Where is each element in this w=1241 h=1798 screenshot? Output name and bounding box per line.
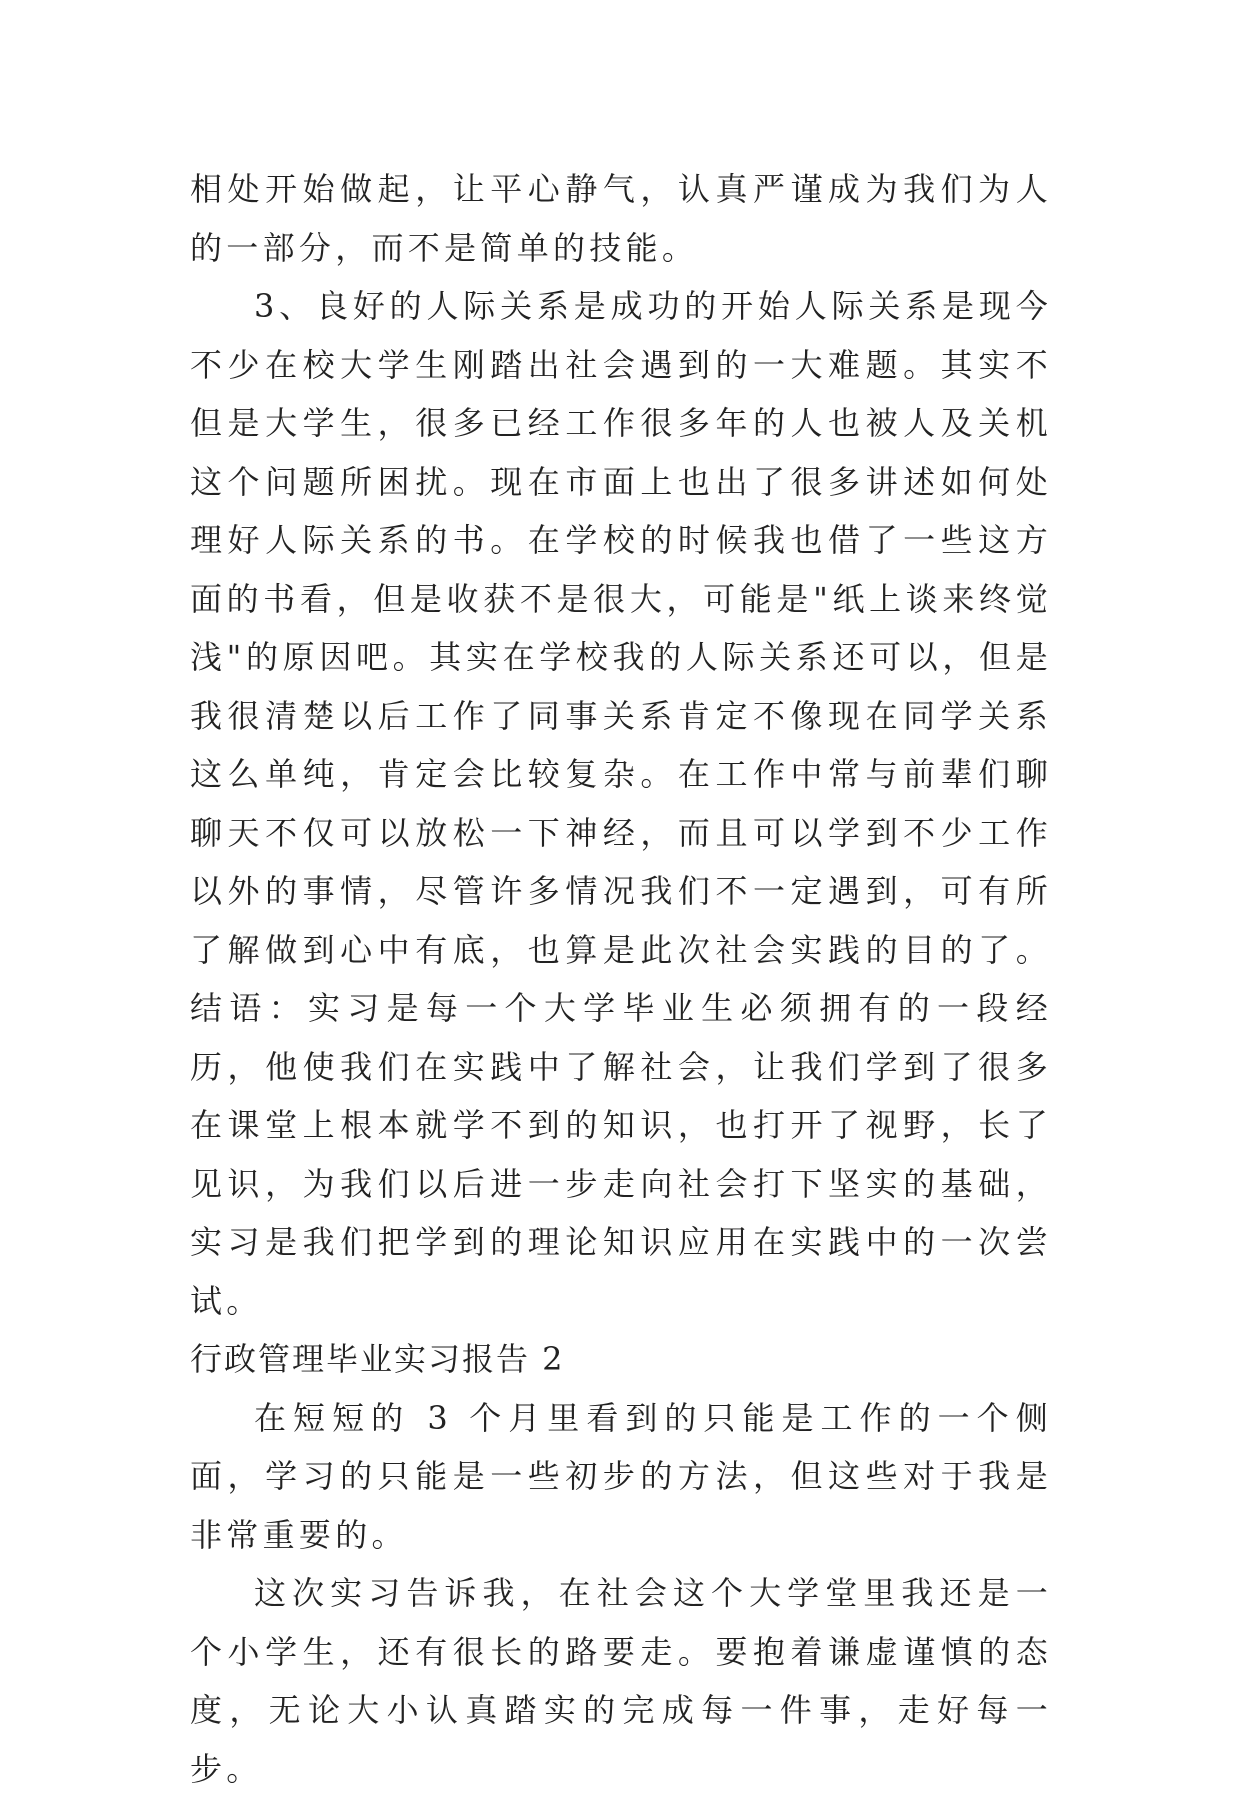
paragraph-interpersonal-relations: 3、良好的人际关系是成功的开始人际关系是现今不少在校大学生刚踏出社会遇到的一大难题。其实不但是大学生，很多已经工作很多年的人也被人及关机这个问题所困扰。现在市面上也出了很多讲述如何处理好人际关系的书。在学校的时候我也借了一些这方面的书看，但是收获不是很大，可能是"纸上谈来终觉浅"的原因吧。其实在学校我的人际关系还可以，但是我很清楚以后工作了同事关系肯定不像现在同学关系这么单纯，肯定会比较复杂。在工作中常与前辈们聊聊天不仅可以放松一下神经，而且可以学到不少工作以外的事情，尽管许多情况我们不一定遇到，可有所了解做到心中有底，也算是此次社会实践的目的了。结语：实习是每一个大学毕业生必须拥有的一段经历，他使我们在实践中了解社会，让我们学到了很多在课堂上根本就学不到的知识，也打开了视野，长了见识，为我们以后进一步走向社会打下坚实的基础，实习是我们把学到的理论知识应用在实践中的一次尝试。	[190, 287, 1052, 1320]
paragraph-three-months: 在短短的 3 个月里看到的只能是工作的一个侧面，学习的只能是一些初步的方法，但这些对于我是非常重要的。	[190, 1398, 1052, 1554]
section-title: 行政管理毕业实习报告 2	[190, 1340, 565, 1378]
paragraph-continuation: 相处开始做起，让平心静气，认真严谨成为我们为人的一部分，而不是简单的技能。	[190, 170, 1052, 267]
paragraph-internship-lesson: 这次实习告诉我，在社会这个大学堂里我还是一个小学生，还有很长的路要走。要抱着谦虚谨慎的态度，无论大小认真踏实的完成每一件事，走好每一步。	[190, 1574, 1052, 1788]
document-body	[190, 160, 1052, 1798]
